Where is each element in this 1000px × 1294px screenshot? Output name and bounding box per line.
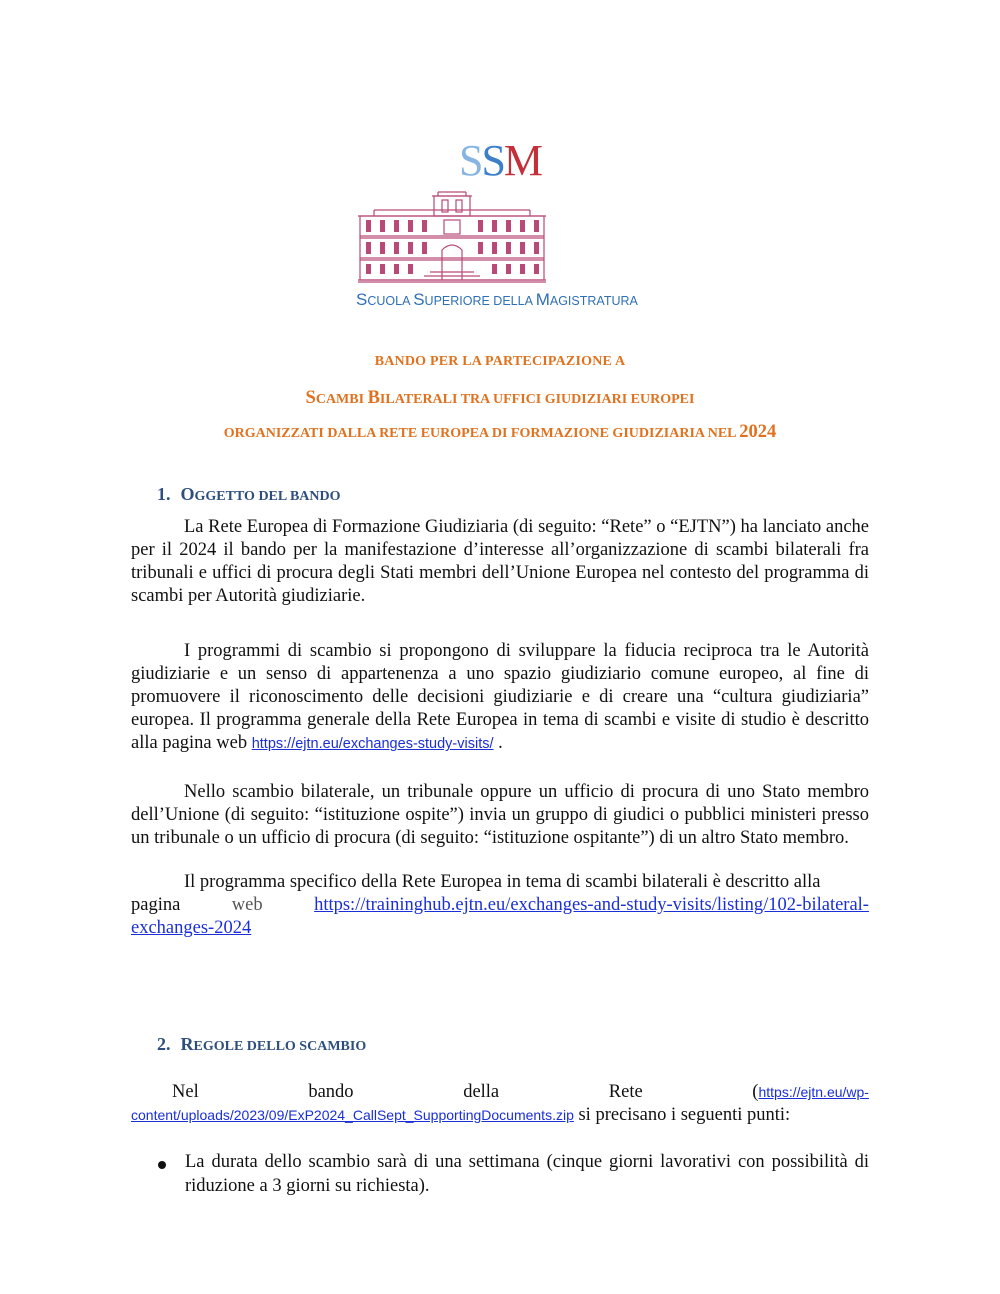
bullet-icon: [158, 1161, 166, 1169]
section-heading-regole: 2. REGOLE DELLO SCAMBIO: [157, 1034, 367, 1054]
paragraph-programmi: I programmi di scambio si propongono di sviluppare la fiducia reciproca tra le Autorità giudiziarie e un senso di appartenenza a uno spazio giudiziario comune europeo, al fine di promuovere il riconoscimento delle decisioni giudiziarie e di creare una “cultura giudiziaria” europea. Il programma generale della Rete Europea in tema di scambi e visite di studio è descritto alla pagina web https://ejtn.eu/exchanges-study-visits/ .: [131, 641, 869, 754]
title-line-1: BANDO PER LA PARTECIPAZIONE A: [374, 354, 626, 369]
traininghub-link-continued: [131, 917, 869, 940]
paragraph-programma-specifico: Il programma specifico della Rete Europea in tema di scambi bilaterali è descritto alla: [184, 872, 821, 892]
regole-intro-row: Nel bando della Rete (https://ejtn.eu/wp-: [172, 1082, 869, 1102]
logo-subtitle: SCUOLA SUPERIORE DELLA MAGISTRATURA: [356, 290, 638, 309]
programma-link-row: pagina web https://traininghub.ejtn.eu/exchanges-and-study-visits/listing/102-bilateral-: [131, 895, 869, 915]
paragraph-scambio-bilaterale: Nello scambio bilaterale, un tribunale oppure un ufficio di procura di uno Stato membro dell’Unione (di seguito: “istituzione ospite”) invia un gruppo di giudici o pubblici ministeri presso un tribunale o un ufficio di procura (di seguito: “istituzione ospitante”) di un altro Stato membro.: [131, 782, 869, 849]
call-documents-link-line2[interactable]: content/uploads/2023/09/ExP2024_CallSept_SupportingDocuments.zip: [131, 1107, 574, 1123]
title-line-2: SCAMBI BILATERALI TRA UFFICI GIUDIZIARI EUROPEI: [305, 388, 695, 408]
building-icon: [354, 190, 550, 284]
ejtn-exchanges-link[interactable]: https://ejtn.eu/exchanges-study-visits/: [251, 736, 494, 753]
traininghub-link[interactable]: https://traininghub.ejtn.eu/exchanges-and-study-visits/listing/102-bilateral-: [314, 895, 869, 915]
regole-intro-continued: content/uploads/2023/09/ExP2024_CallSept_SupportingDocuments.zip si precisano i seguenti punti:: [131, 1105, 791, 1125]
call-documents-link[interactable]: https://ejtn.eu/wp-: [758, 1084, 869, 1100]
title-line-3: ORGANIZZATI DALLA RETE EUROPEA DI FORMAZIONE GIUDIZIARIA NEL 2024: [223, 422, 777, 442]
traininghub-link-line2[interactable]: exchanges-2024: [131, 918, 252, 938]
ssm-logo: [340, 138, 660, 310]
logo-acronym: SSM: [458, 136, 542, 185]
paragraph-intro: La Rete Europea di Formazione Giudiziaria (di seguito: “Rete” o “EJTN”) ha lanciato anche per il 2024 il bando per la manifestazione d’interesse all’organizzazione di scambi bilaterali fra tribunali e uffici di procura degli Stati membri dell’Unione Europea nel contesto del programma di scambi per Autorità giudiziarie.: [131, 517, 869, 607]
list-item-durata: La durata dello scambio sarà di una settimana (cinque giorni lavorativi con possibilità di riduzione a 3 giorni su richiesta).: [185, 1152, 869, 1196]
section-heading-oggetto: 1. OGGETTO DEL BANDO: [157, 484, 341, 504]
